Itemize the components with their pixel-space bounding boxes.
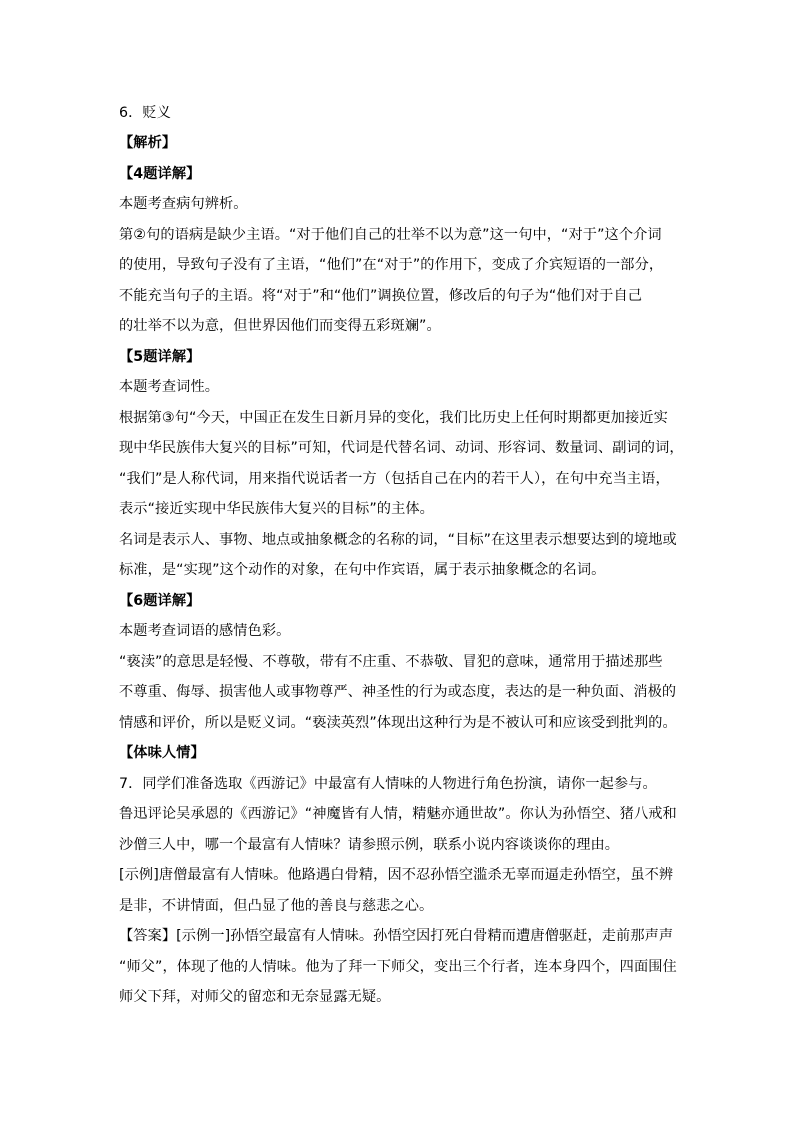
analysis-heading: 【解析】 xyxy=(119,135,177,151)
question-7-line: 7．同学们准备选取《西游记》中最富有人情味的人物进行角色扮演，请你一起参与。 xyxy=(119,776,657,792)
example-line: [示例]唐僧最富有人情味。他路遇白骨精，因不忍孙悟空滥杀无辜而逼走孙悟空，虽不辨 xyxy=(119,867,674,883)
q4-paragraph-line: 的壮举不以为意，但世界因他们而变得五彩斑斓”。 xyxy=(119,318,441,334)
q4-paragraph-line: 的使用，导致句子没有了主语，“他们”在“对于”的作用下，变成了介宾短语的一部分， xyxy=(119,257,664,273)
q6-paragraph-line: 情感和评价，所以是贬义词。“亵渎英烈”体现出这种行为是不被认可和应该受到批判的。 xyxy=(119,715,677,731)
q4-detail-heading: 【4题详解】 xyxy=(119,166,201,182)
q5-paragraph-line: 名词是表示人、事物、地点或抽象概念的名称的词，“目标”在这里表示想要达到的境地或 xyxy=(119,532,677,548)
q5-paragraph-line: 现中华民族伟大复兴的目标”可知，代词是代替名词、动词、形容词、数量词、副词的词， xyxy=(119,440,684,456)
q4-paragraph-line: 第②句的语病是缺少主语。“对于他们自己的壮举不以为意”这一句中，“对于”这个介词 xyxy=(119,227,662,243)
q4-paragraph-line: 不能充当句子的主语。将“对于”和“他们”调换位置，修改后的句子为“他们对于自己 xyxy=(119,288,643,304)
q6-paragraph-line: 不尊重、侮辱、损害他人或事物尊严、神圣性的行为或态度，表达的是一种负面、消极的 xyxy=(119,684,677,700)
q5-paragraph-line: 本题考查词性。 xyxy=(119,379,220,395)
q6-paragraph-line: “亵渎”的意思是轻慢、不尊敬，带有不庄重、不恭敬、冒犯的意味，通常用于描述那些 xyxy=(119,654,663,670)
q5-paragraph-line: 表示“接近实现中华民族伟大复兴的目标”的主体。 xyxy=(119,501,434,517)
section-heading-renqing: 【体味人情】 xyxy=(119,745,205,761)
q6-detail-heading: 【6题详解】 xyxy=(119,593,201,609)
q4-paragraph-line: 本题考查病句辨析。 xyxy=(119,196,248,212)
question-7-line: 沙僧三人中，哪一个最富有人情味？请参照示例，联系小说内容谈谈你的理由。 xyxy=(119,837,620,853)
answer-line: 师父下拜，对师父的留恋和无奈显露无疑。 xyxy=(119,989,391,1005)
answer-6-line: 6．贬义 xyxy=(119,105,171,121)
question-7-line: 鲁迅评论吴承恩的《西游记》“神魔皆有人情，精魅亦通世故”。你认为孙悟空、猪八戒和 xyxy=(119,806,677,822)
example-line: 是非，不讲情面，但凸显了他的善良与慈悲之心。 xyxy=(119,898,434,914)
q5-detail-heading: 【5题详解】 xyxy=(119,349,201,365)
answer-line: 【答案】[示例一]孙悟空最富有人情味。孙悟空因打死白骨精而遭唐僧驱赶，走前那声声 xyxy=(119,928,674,944)
q6-paragraph-line: 本题考查词语的感情色彩。 xyxy=(119,623,291,639)
answer-line: “师父”，体现了他的人情味。他为了拜一下师父，变出三个行者，连本身四个，四面围住 xyxy=(119,959,677,975)
q5-paragraph-line: 根据第③句“今天，中国正在发生日新月异的变化，我们比历史上任何时期都更加接近实 xyxy=(119,410,668,426)
q5-paragraph-line: 标准，是“实现”这个动作的对象，在句中作宾语，属于表示抽象概念的名词。 xyxy=(119,562,606,578)
q5-paragraph-line: “我们”是人称代词，用来指代说话者一方（包括自己在内的若干人），在句中充当主语， xyxy=(119,471,670,487)
